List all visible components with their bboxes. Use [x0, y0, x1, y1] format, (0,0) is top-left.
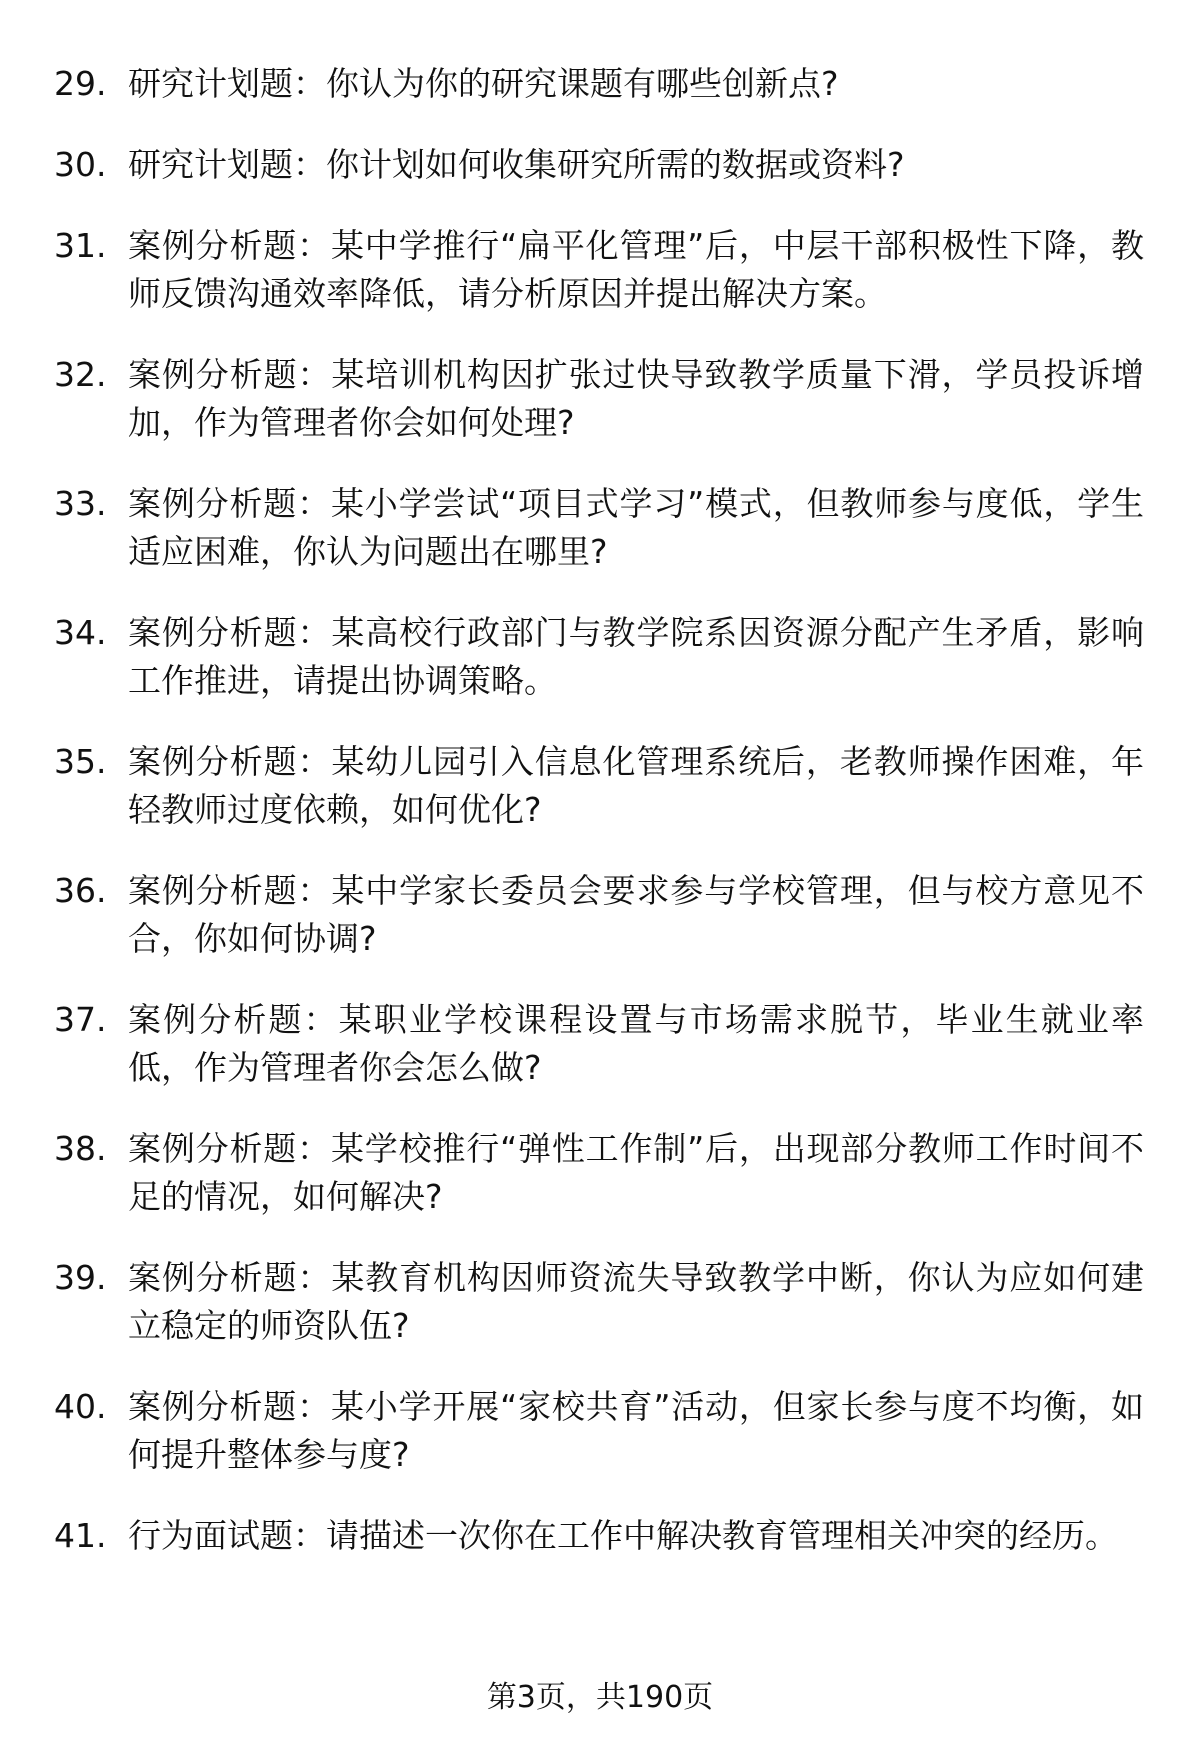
question-text: 研究计划题：你计划如何收集研究所需的数据或资料? [128, 145, 905, 184]
question-text: 案例分析题：某中学推行“扁平化管理”后，中层干部积极性下降，教师反馈沟通效率降低，请分析原因并提出解决方案。 [128, 226, 1144, 313]
question-item [54, 351, 1144, 447]
question-item [54, 1512, 1144, 1560]
question-number: 31. [54, 226, 107, 265]
question-text: 案例分析题：某小学开展“家校共育”活动，但家长参与度不均衡，如何提升整体参与度? [128, 1387, 1144, 1474]
question-text: 案例分析题：某培训机构因扩张过快导致教学质量下滑，学员投诉增加，作为管理者你会如何处理? [128, 355, 1144, 442]
question-number: 32. [54, 355, 107, 394]
question-text: 研究计划题：你认为你的研究课题有哪些创新点? [128, 64, 839, 103]
question-number: 35. [54, 742, 107, 781]
question-text: 行为面试题：请描述一次你在工作中解决教育管理相关冲突的经历。 [128, 1516, 1118, 1555]
question-item [54, 738, 1144, 834]
question-item [54, 609, 1144, 705]
question-number: 34. [54, 613, 107, 652]
question-item [54, 867, 1144, 963]
question-text: 案例分析题：某职业学校课程设置与市场需求脱节，毕业生就业率低，作为管理者你会怎么做? [128, 1000, 1144, 1087]
question-list [54, 60, 1144, 1593]
question-text: 案例分析题：某中学家长委员会要求参与学校管理，但与校方意见不合，你如何协调? [128, 871, 1144, 958]
question-number: 38. [54, 1129, 107, 1168]
question-item [54, 1254, 1144, 1350]
question-item [54, 60, 1144, 108]
question-number: 30. [54, 145, 107, 184]
question-item [54, 996, 1144, 1092]
question-item [54, 1125, 1144, 1221]
page-footer: 第3页，共190页 [486, 1680, 714, 1715]
question-text: 案例分析题：某教育机构因师资流失导致教学中断，你认为应如何建立稳定的师资队伍? [128, 1258, 1144, 1345]
question-text: 案例分析题：某高校行政部门与教学院系因资源分配产生矛盾，影响工作推进，请提出协调策略。 [128, 613, 1144, 700]
question-number: 33. [54, 484, 107, 523]
question-item [54, 480, 1144, 576]
question-number: 40. [54, 1387, 107, 1426]
question-item [54, 222, 1144, 318]
question-item [54, 141, 1144, 189]
question-number: 41. [54, 1516, 107, 1555]
question-item [54, 1383, 1144, 1479]
question-text: 案例分析题：某学校推行“弹性工作制”后，出现部分教师工作时间不足的情况，如何解决? [128, 1129, 1144, 1216]
question-number: 36. [54, 871, 107, 910]
question-number: 29. [54, 64, 107, 103]
question-text: 案例分析题：某小学尝试“项目式学习”模式，但教师参与度低，学生适应困难，你认为问题出在哪里? [128, 484, 1144, 571]
question-text: 案例分析题：某幼儿园引入信息化管理系统后，老教师操作困难，年轻教师过度依赖，如何优化? [128, 742, 1144, 829]
question-number: 37. [54, 1000, 107, 1039]
question-number: 39. [54, 1258, 107, 1297]
